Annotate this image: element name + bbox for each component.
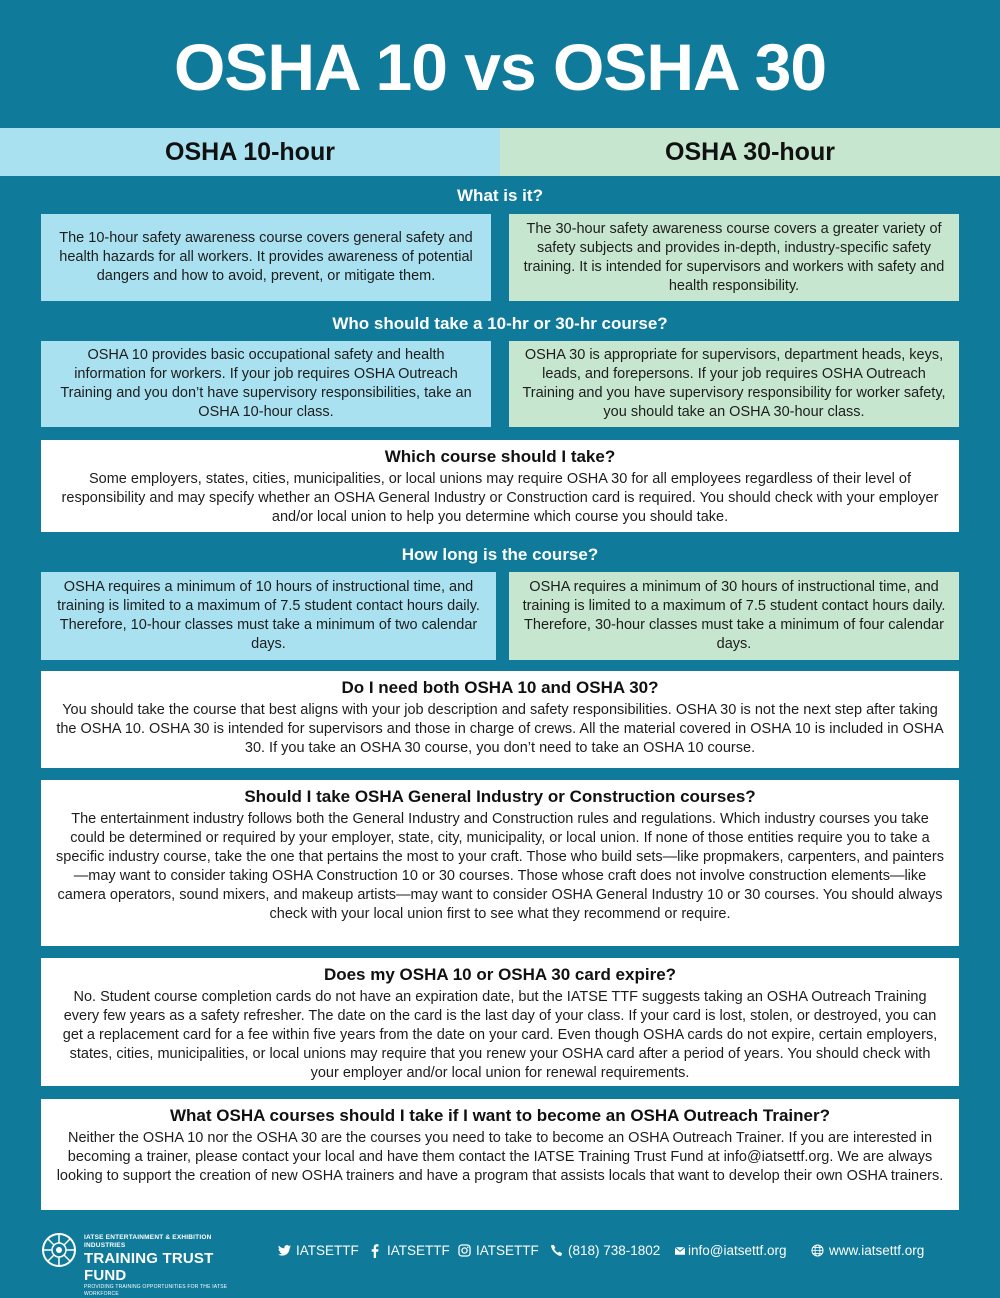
logo-main-text: TRAINING TRUST FUND (84, 1250, 214, 1284)
who-osha10-box: OSHA 10 provides basic occupational safety and health information for workers. If your job requires OSHA Outreach Training and you don’t have supervisory responsibilities, take an OSHA 10-hour class. (41, 341, 491, 427)
how-long-heading: How long is the course? (401, 545, 599, 564)
what-is-it-osha10-box: The 10-hour safety awareness course covers general safety and health hazards for all workers. It provides awareness of potential dangers and how to avoid, prevent, or mitigate them. (41, 214, 491, 301)
page-title: OSHA 10 vs OSHA 30 (173, 30, 827, 104)
osha-30-column-header: OSHA 30-hour (500, 128, 1000, 176)
logo-sub-text: PROVIDING TRAINING OPPORTUNITIES FOR THE IATSE WORKFORCE (84, 1284, 228, 1297)
envelope-icon (674, 1244, 685, 1258)
outreach-trainer-text: Neither the OSHA 10 nor the OSHA 30 are the courses you need to take to become an OSHA Outreach Trainer. If you are interested in becoming a trainer, please contact your local and have them contact the IATSE Training Trust Fund at info@iatsettf.org. We are always looking to support the creation of new OSHA trainers and have a program that assists locals that want to develop their own OSHA trainers. (56, 1130, 944, 1184)
phone-link[interactable] (549, 1243, 660, 1258)
need-both-box (41, 671, 959, 768)
what-is-it-heading: What is it? (457, 186, 543, 205)
industry-heading: Should I take OSHA General Industry or Construction courses? (244, 787, 756, 806)
website-link[interactable] (810, 1243, 924, 1258)
footer (0, 1225, 1000, 1297)
facebook-icon (368, 1244, 382, 1258)
which-course-text: Some employers, states, cities, municipalities, or local unions may require OSHA 30 for all employees regardless of their level of responsibility and may specify whether an OSHA General Industry or Construction card is required. You should check with your employer and/or local union to help you determine which course you should take. (61, 471, 939, 525)
twitter-icon (277, 1244, 291, 1258)
who-osha30-box: OSHA 30 is appropriate for supervisors, department heads, keys, leads, and forepersons. If your job requires OSHA Outreach Training and you have supervisory responsibility for worker safety, you should take an OSHA 30-hour class. (509, 341, 959, 427)
need-both-heading: Do I need both OSHA 10 and OSHA 30? (341, 678, 659, 697)
facebook-handle: IATSETTF (387, 1243, 450, 1258)
card-expire-heading: Does my OSHA 10 or OSHA 30 card expire? (323, 965, 677, 984)
ttf-logo[interactable] (40, 1231, 250, 1297)
how-long-osha10-box: OSHA requires a minimum of 10 hours of instructional time, and training is limited to a maximum of 7.5 student contact hours daily. Therefore, 10-hour classes must take a minimum of two calendar days. (41, 572, 496, 660)
industry-box (41, 780, 959, 946)
globe-icon (810, 1244, 824, 1258)
outreach-trainer-heading: What OSHA courses should I take if I want to become an OSHA Outreach Trainer? (170, 1106, 830, 1125)
facebook-link[interactable] (368, 1243, 450, 1258)
email-link[interactable] (674, 1243, 787, 1258)
logo-top-text: IATSE ENTERTAINMENT & EXHIBITION INDUSTRIES (84, 1234, 212, 1249)
card-expire-box (41, 958, 959, 1086)
industry-text: The entertainment industry follows both the General Industry and Construction rules and regulations. Which industry courses you take could be determined or required by your employer, state, city, municipality, or local union. If none of those entities require you to take a specific industry course, take the one that pertains the most to your craft. Those who build sets—like propmakers, carpenters, and painters—may want to consider taking OSHA Construction 10 or 30 courses. Those whose craft does not involve construction elements—like camera operators, sound mixers, and makeup artists—may want to consider OSHA General Industry 10 or 30 courses. You should always check with your local union first to see what they recommend or require. (56, 811, 944, 922)
need-both-text: You should take the course that best aligns with your job description and safety responsibilities. OSHA 30 is not the next step after taking the OSHA 10. OSHA 30 is intended for supervisors and those in charge of crews. All the material covered in OSHA 10 is included in OSHA 30. If you take an OSHA 30 course, you don’t need to take an OSHA 10 course. (56, 702, 944, 756)
which-course-heading: Which course should I take? (384, 447, 616, 466)
email-address: info@iatsettf.org (688, 1243, 787, 1258)
twitter-link[interactable] (277, 1243, 359, 1258)
card-expire-text: No. Student course completion cards do not have an expiration date, but the IATSE TTF suggests taking an OSHA Outreach Training every few years as a safety refresher. The date on the card is the last day of your class. If your card is lost, stolen, or destroyed, you can get a replacement card for a fee within five years from the date on your card. Even though OSHA cards do not expire, certain employers, states, cities, municipalities, or local unions may require that you renew your OSHA card after a period of years. You should check with your employer and/or local union for renewal requirements. (62, 989, 938, 1081)
twitter-handle: IATSETTF (296, 1243, 359, 1258)
instagram-icon (457, 1244, 471, 1258)
ttf-emblem-icon (40, 1231, 78, 1269)
phone-number: (818) 738-1802 (568, 1243, 661, 1258)
who-should-take-heading: Who should take a 10-hr or 30-hr course? (332, 314, 668, 333)
column-headers (0, 128, 1000, 176)
instagram-link[interactable] (457, 1243, 539, 1258)
website-url: www.iatsettf.org (829, 1243, 925, 1258)
how-long-osha30-box: OSHA requires a minimum of 30 hours of instructional time, and training is limited to a maximum of 7.5 student contact hours daily. Therefore, 30-hour classes must take a minimum of four calendar days. (509, 572, 959, 660)
what-is-it-osha30-box: The 30-hour safety awareness course covers a greater variety of safety subjects and provides in-depth, industry-specific safety training. It is intended for supervisors and workers with safety and health responsibility. (509, 214, 959, 301)
instagram-handle: IATSETTF (476, 1243, 539, 1258)
which-course-box (41, 440, 959, 532)
phone-icon (549, 1244, 563, 1258)
outreach-trainer-box (41, 1099, 959, 1210)
osha-10-column-header: OSHA 10-hour (0, 128, 500, 176)
